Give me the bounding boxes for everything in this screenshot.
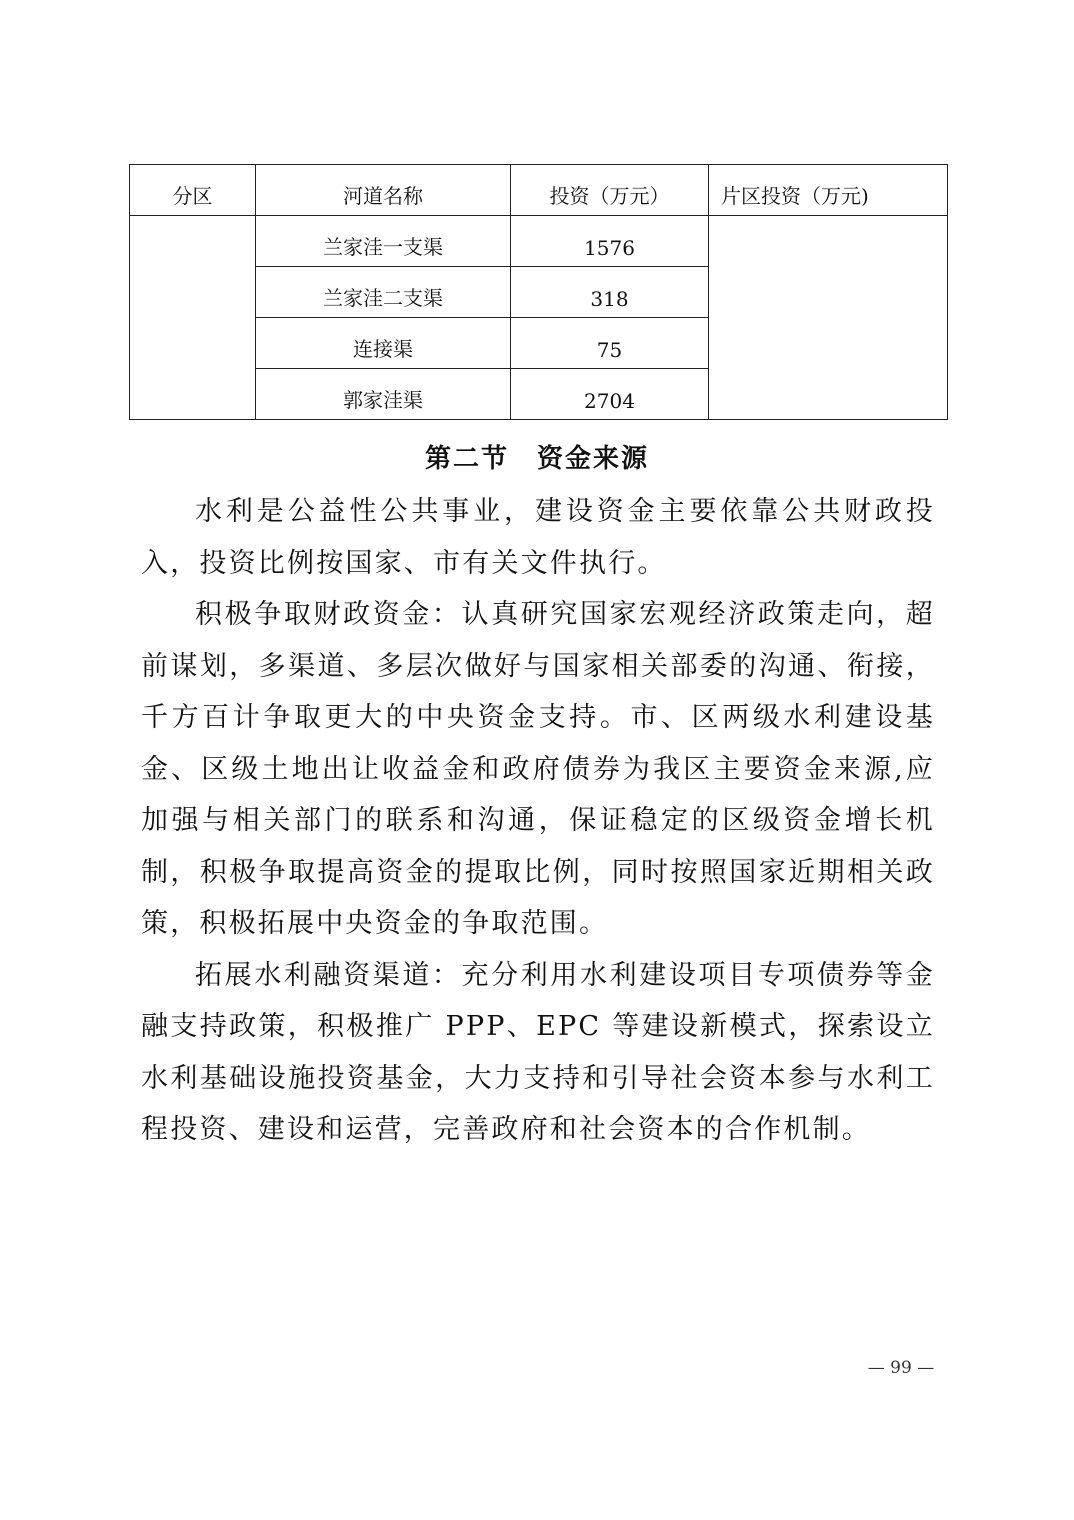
paragraph: 拓展水利融资渠道：充分利用水利建设项目专项债券等金融支持政策，积极推广 PPP、EPC 等建设新模式，探索设立水利基础设施投资基金，大力支持和引导社会资本参与水利工程投资、建设和运营，完善政府和社会资本的合作机制。 <box>141 959 935 1145</box>
page-number: — 99 — <box>867 1358 935 1378</box>
header-investment: 投资（万元） <box>511 165 709 216</box>
area-investment-cell <box>709 216 948 420</box>
table-header-row <box>130 165 948 216</box>
river-name-cell: 兰家洼一支渠 <box>256 216 511 267</box>
paragraph: 积极争取财政资金：认真研究国家宏观经济政策走向，超前谋划，多渠道、多层次做好与国家相关部委的沟通、衔接，千方百计争取更大的中央资金支持。市、区两级水利建设基金、区级土地出让收益金和政府债券为我区主要资金来源,应加强与相关部门的联系和沟通，保证稳定的区级资金增长机制，积极争取提高资金的提取比例，同时按照国家近期相关政策，积极拓展中央资金的争取范围。 <box>141 599 935 939</box>
investment-cell: 1576 <box>511 216 709 267</box>
section-title: 第二节 资金来源 <box>424 444 649 474</box>
paragraph: 水利是公益性公共事业，建设资金主要依靠公共财政投入，投资比例按国家、市有关文件执行。 <box>141 496 935 579</box>
body-text <box>141 486 935 1156</box>
district-cell <box>130 216 256 420</box>
investment-cell: 318 <box>511 267 709 318</box>
investment-cell: 2704 <box>511 369 709 420</box>
river-name-cell: 连接渠 <box>256 318 511 369</box>
investment-cell: 75 <box>511 318 709 369</box>
investment-table <box>129 164 948 420</box>
header-district: 分区 <box>130 165 256 216</box>
header-river-name: 河道名称 <box>256 165 511 216</box>
table-row <box>130 216 948 267</box>
river-name-cell: 郭家洼渠 <box>256 369 511 420</box>
river-name-cell: 兰家洼二支渠 <box>256 267 511 318</box>
header-area-investment: 片区投资（万元) <box>709 165 948 216</box>
